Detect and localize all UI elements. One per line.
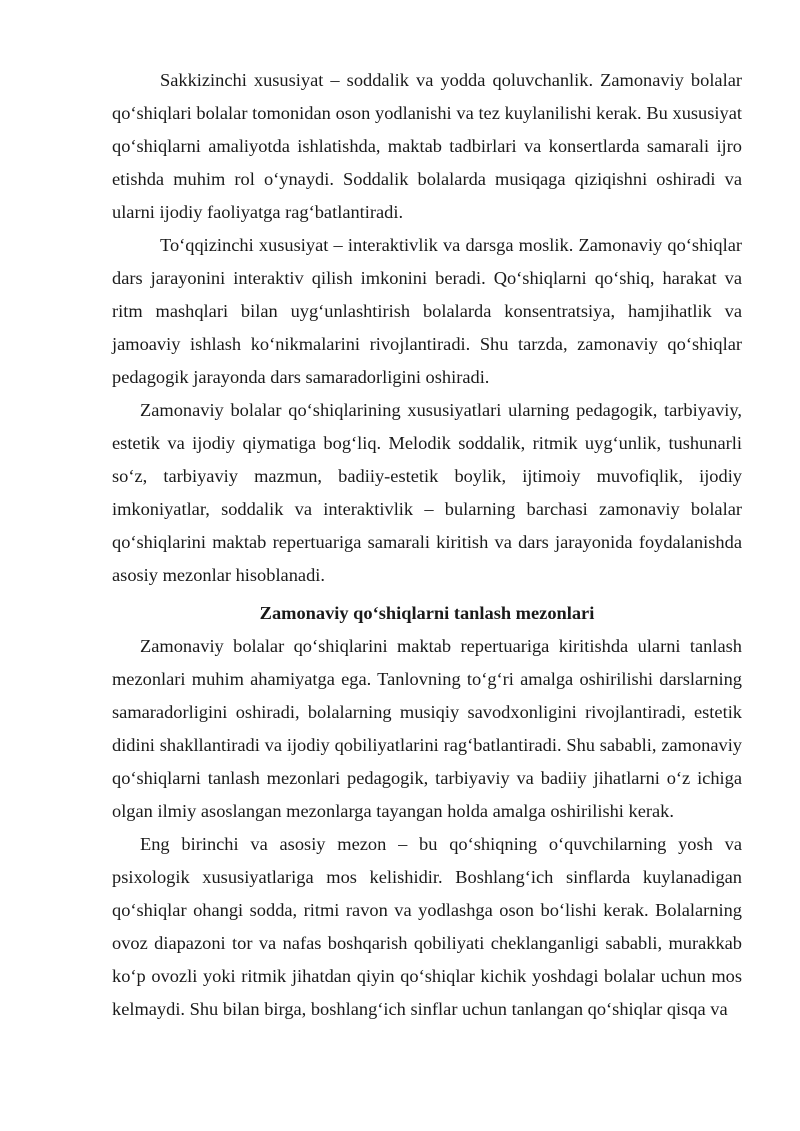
paragraph-ninth-feature: To‘qqizinchi xususiyat – interaktivlik va darsga moslik. Zamonaviy qo‘shiqlar dars jarayonini interaktiv qilish imkonini beradi. Qo‘shiqlarni qo‘shiq, harakat va ritm mashqlari bilan uyg‘unlashtirish bolalarda konsentratsiya, hamjihatlik va jamoaviy ishlash ko‘nikmalarini rivojlantiradi. Shu tarzda, zamonaviy qo‘shiqlar pedagogik jarayonda dars samaradorligini oshiradi. xyxy=(112,235,742,387)
document-page xyxy=(112,64,742,1026)
paragraph-features-summary: Zamonaviy bolalar qo‘shiqlarining xususiyatlari ularning pedagogik, tarbiyaviy, estetik va ijodiy qiymatiga bog‘liq. Melodik soddalik, ritmik uyg‘unlik, tushunarli so‘z, tarbiyaviy mazmun, badiiy-estetik boylik, ijtimoiy muvofiqlik, ijodiy imkoniyatlar, soddalik va interaktivlik – bularning barchasi zamonaviy bolalar qo‘shiqlarini maktab repertuariga samarali kiritish va dars jarayonida foydalanishda asosiy mezonlar hisoblanadi. xyxy=(112,400,742,585)
paragraph-eighth-feature: Sakkizinchi xususiyat – soddalik va yodda qoluvchanlik. Zamonaviy bolalar qo‘shiqlari bolalar tomonidan oson yodlanishi va tez kuylanilishi kerak. Bu xususiyat qo‘shiqlarni amaliyotda ishlatishda, maktab tadbirlari va konsertlarda samarali ijro etishda muhim rol o‘ynaydi. Soddalik bolalarda musiqaga qiziqishni oshiradi va ularni ijodiy faoliyatga rag‘batlantiradi. xyxy=(112,70,742,222)
section-heading: Zamonaviy qo‘shiqlarni tanlash mezonlari xyxy=(259,603,595,623)
paragraph-first-criterion: Eng birinchi va asosiy mezon – bu qo‘shiqning o‘quvchilarning yosh va psixologik xususiyatlariga mos kelishidir. Boshlang‘ich sinflarda kuylanadigan qo‘shiqlar ohangi sodda, ritmi ravon va yodlashga oson bo‘lishi kerak. Bolalarning ovoz diapazoni tor va nafas boshqarish qobiliyati cheklanganligi sababli, murakkab ko‘p ovozli yoki ritmik jihatdan qiyin qo‘shiqlar kichik yoshdagi bolalar uchun mos kelmaydi. Shu bilan birga, boshlang‘ich sinflar uchun tanlangan qo‘shiqlar qisqa va xyxy=(112,834,742,1019)
paragraph-selection-criteria: Zamonaviy bolalar qo‘shiqlarini maktab repertuariga kiritishda ularni tanlash mezonlari muhim ahamiyatga ega. Tanlovning to‘g‘ri amalga oshirilishi darslarning samaradorligini oshiradi, bolalarning musiqiy savodxonligini rivojlantiradi, estetik didini shakllantiradi va ijodiy qobiliyatlarini rag‘batlantiradi. Shu sababli, zamonaviy qo‘shiqlarni tanlash mezonlari pedagogik, tarbiyaviy va badiiy jihatlarni o‘z ichiga olgan ilmiy asoslangan mezonlarga tayangan holda amalga oshirilishi kerak. xyxy=(112,636,742,821)
